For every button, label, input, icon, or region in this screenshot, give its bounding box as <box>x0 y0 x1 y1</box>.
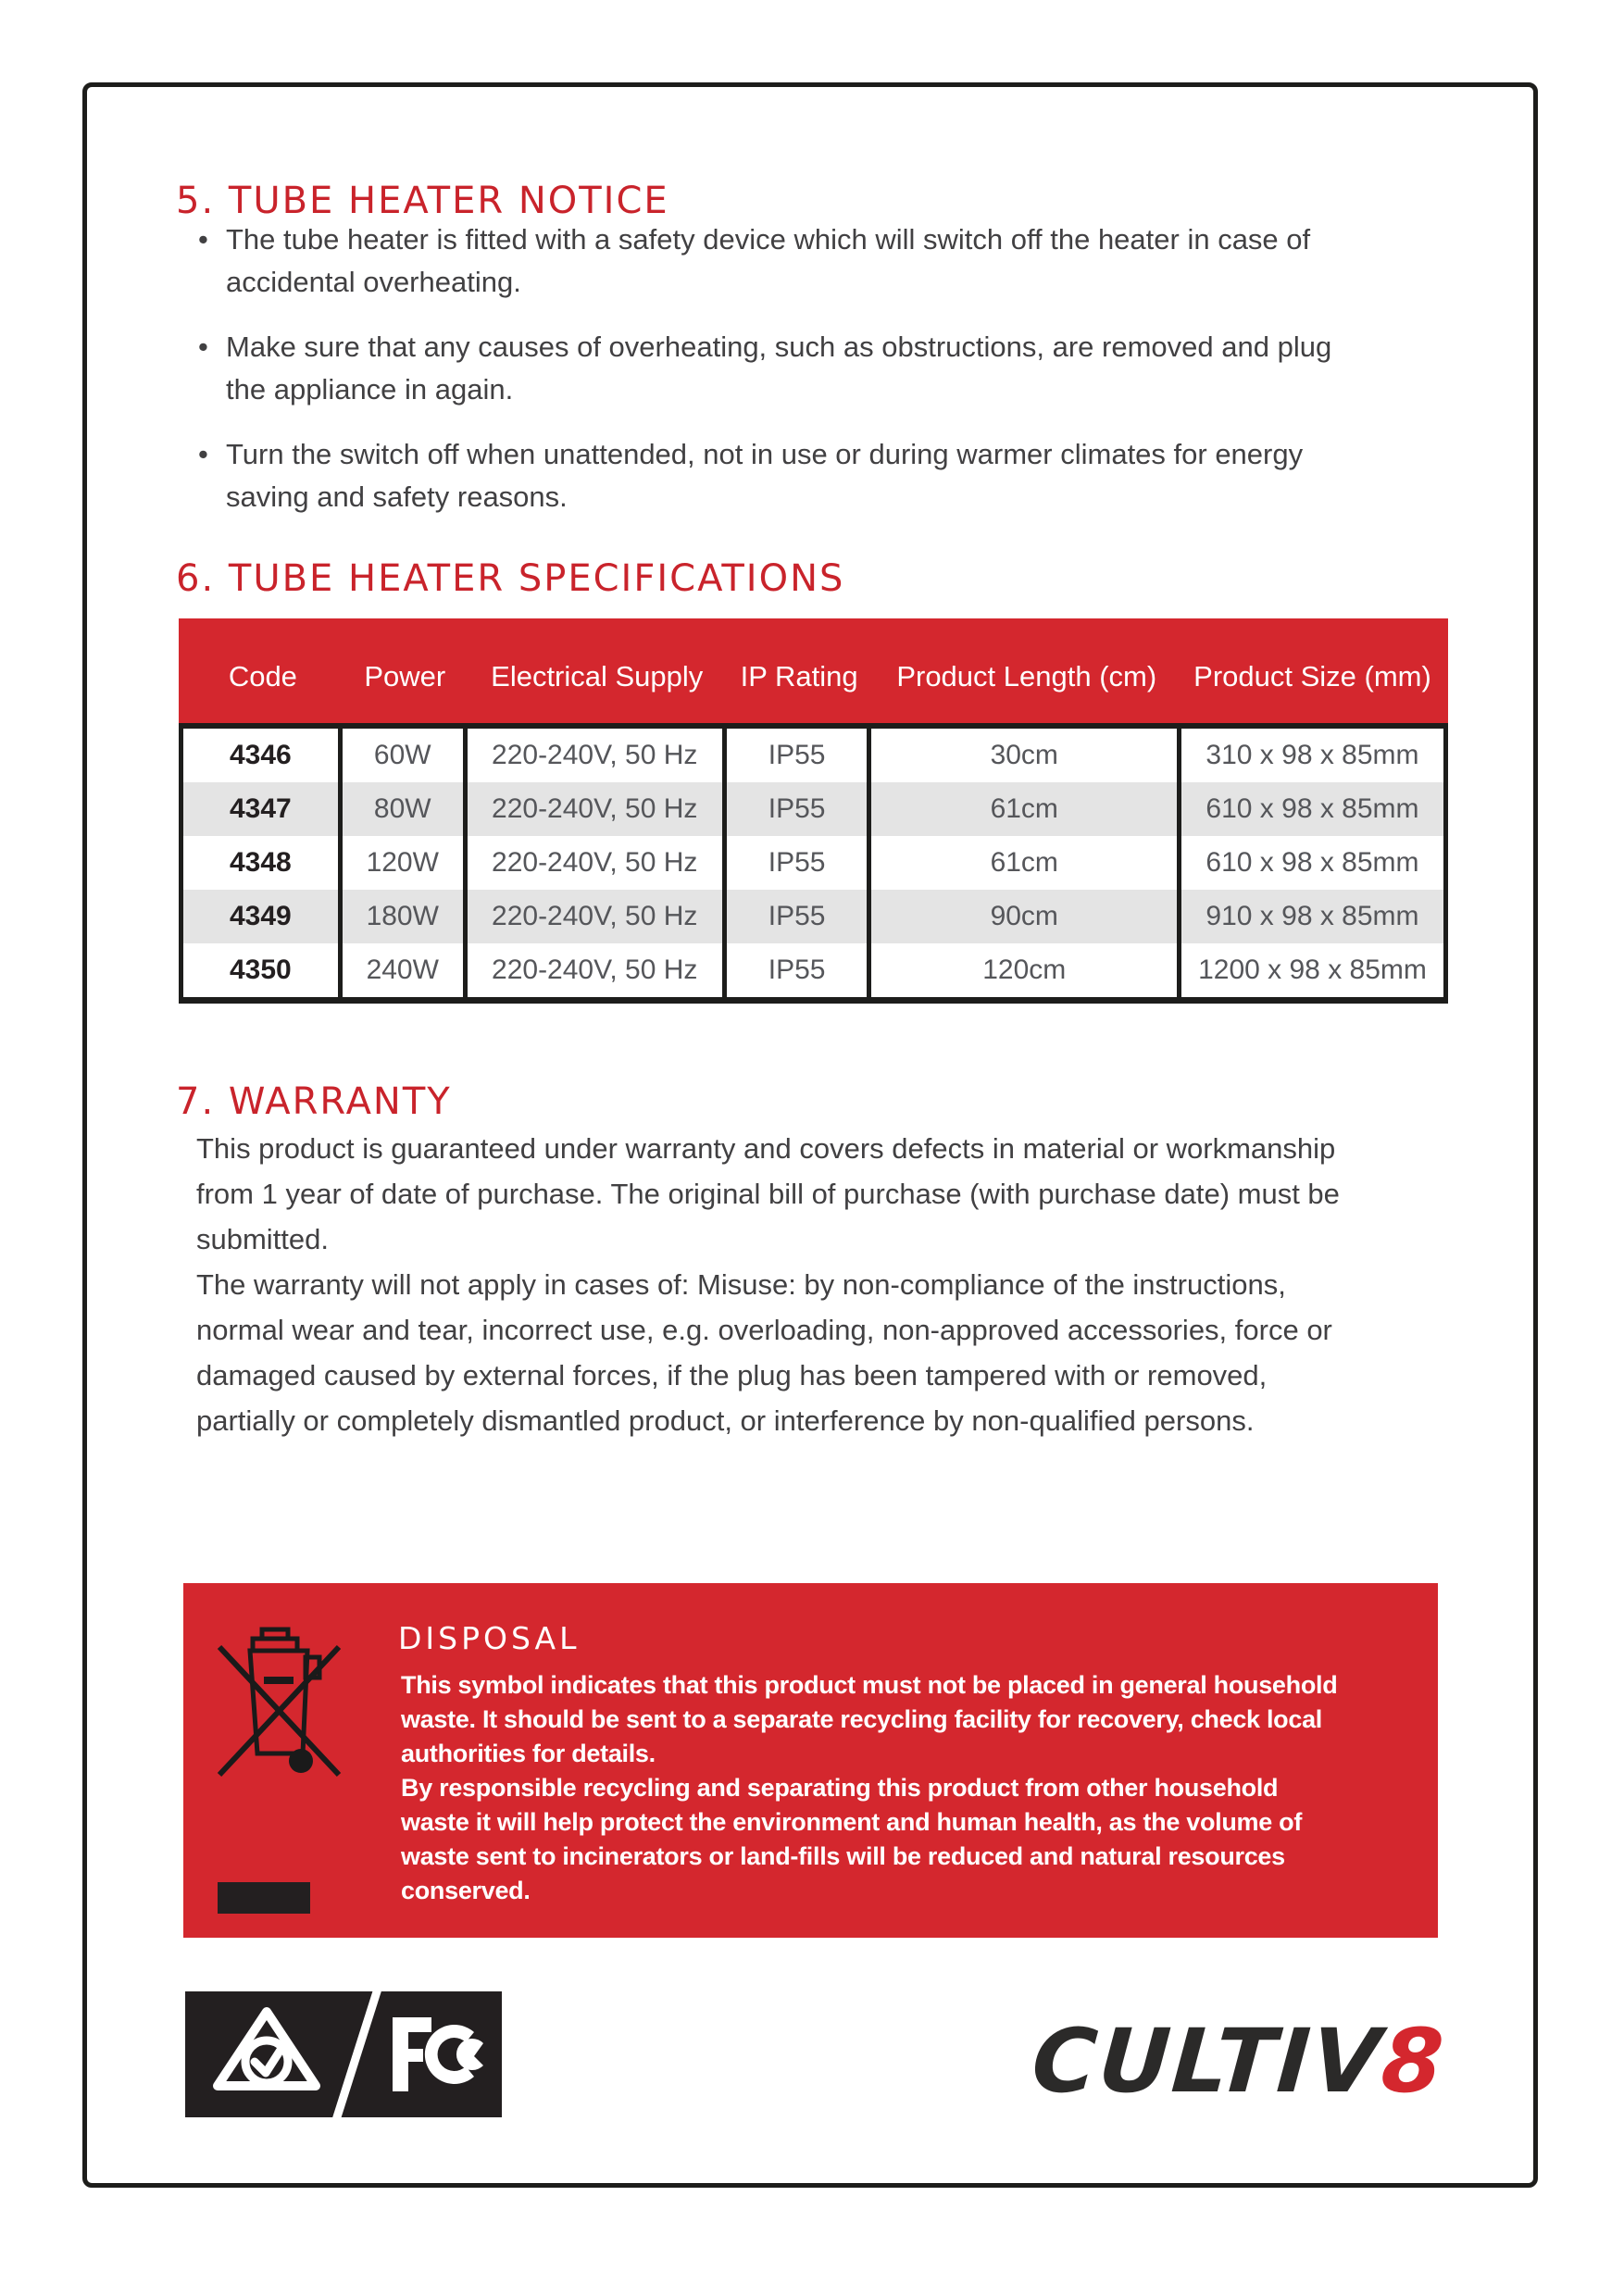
text-line: Turn the switch off when unattended, not in use or during warmer climates for energy <box>226 438 1304 470</box>
section-7-heading: 7. WARRANTY <box>176 1080 452 1123</box>
disposal-line: waste sent to incinerators or land-fills will be reduced and natural resources <box>401 1842 1285 1870</box>
text-line: saving and safety reasons. <box>226 480 568 513</box>
table-cell: 910 x 98 x 85mm <box>1206 901 1419 931</box>
table-cell: IP55 <box>727 782 872 836</box>
bullet-icon: • <box>198 438 208 470</box>
table-cell: 120W <box>343 836 468 890</box>
table-cell: 60W <box>343 729 468 782</box>
table-cell: 4349 <box>183 890 343 943</box>
fcc-icon <box>393 2017 483 2091</box>
rcm-icon <box>218 2012 316 2086</box>
table-header-cell: Power <box>364 659 446 693</box>
disposal-text <box>401 1668 1429 1908</box>
table-cell: 61cm <box>871 782 1181 836</box>
text-line: Make sure that any causes of overheating, such as obstructions, are removed and plug <box>226 331 1332 363</box>
table-cell: 4348 <box>183 836 343 890</box>
warranty-line: This product is guaranteed under warranty and covers defects in material or workmanship <box>196 1132 1336 1165</box>
table-cell: 220-240V, 50 Hz <box>468 782 727 836</box>
table-row <box>183 836 1443 890</box>
table-cell: 220-240V, 50 Hz <box>468 836 727 890</box>
bullet-text <box>226 433 1303 518</box>
spec-table-header <box>179 618 1448 723</box>
table-cell: 120cm <box>871 943 1181 997</box>
section-5-heading: 5. TUBE HEATER NOTICE <box>176 180 669 222</box>
cert-logos-box <box>185 1991 502 2117</box>
disposal-black-bar <box>218 1882 310 1914</box>
brand-text-8: 8 <box>1378 2011 1448 2113</box>
disposal-line: conserved. <box>401 1877 531 1904</box>
notice-bullet-list <box>198 218 1443 541</box>
disposal-line: This symbol indicates that this product must not be placed in general household <box>401 1671 1338 1699</box>
bullet-icon: • <box>198 223 208 256</box>
warranty-line: from 1 year of date of purchase. The original bill of purchase (with purchase date) must be <box>196 1178 1340 1210</box>
table-cell: 220-240V, 50 Hz <box>468 890 727 943</box>
text-line: the appliance in again. <box>226 373 514 406</box>
text-line: accidental overheating. <box>226 266 521 298</box>
table-header-cell: Electrical Supply <box>491 659 704 693</box>
warranty-line: damaged caused by external forces, if the plug has been tampered with or removed, <box>196 1359 1268 1391</box>
section-6-heading: 6. TUBE HEATER SPECIFICATIONS <box>176 557 845 600</box>
disposal-line: waste it will help protect the environment and human health, as the volume of <box>401 1808 1303 1836</box>
table-row <box>183 729 1443 782</box>
disposal-heading: DISPOSAL <box>398 1620 581 1656</box>
disposal-line: By responsible recycling and separating this product from other household <box>401 1774 1279 1802</box>
table-row <box>183 943 1443 997</box>
slash-divider <box>335 1991 379 2117</box>
disposal-box <box>183 1583 1438 1938</box>
brand-logo-cultiv8 <box>1028 2011 1448 2113</box>
table-row <box>183 890 1443 943</box>
table-cell: 220-240V, 50 Hz <box>468 943 727 997</box>
table-row <box>183 782 1443 836</box>
table-cell: 610 x 98 x 85mm <box>1206 793 1419 824</box>
table-cell: 4350 <box>183 943 343 997</box>
table-cell: 4347 <box>183 782 343 836</box>
table-cell: 61cm <box>871 836 1181 890</box>
cert-logos <box>185 1991 502 2117</box>
disposal-line: waste. It should be sent to a separate recycling facility for recovery, check local <box>401 1705 1322 1733</box>
weee-crossed-bin-icon <box>216 1622 345 1784</box>
warranty-line: The warranty will not apply in cases of: Misuse: by non-compliance of the instructions, <box>196 1268 1286 1301</box>
brand-text-dark: CULTIV <box>1028 2011 1385 2113</box>
bullet-item <box>198 218 1443 304</box>
warranty-line: partially or completely dismantled product, or interference by non-qualified persons. <box>196 1404 1255 1437</box>
table-header-cell: Code <box>228 659 297 693</box>
spec-table <box>179 618 1448 1004</box>
warranty-line: submitted. <box>196 1223 330 1255</box>
table-cell: 220-240V, 50 Hz <box>468 729 727 782</box>
table-header-cell: Product Size (mm) <box>1193 659 1431 693</box>
table-cell: 4346 <box>183 729 343 782</box>
text-line: The tube heater is fitted with a safety device which will switch off the heater in case of <box>226 223 1311 256</box>
table-cell: 80W <box>343 782 468 836</box>
bullet-text <box>226 326 1331 411</box>
table-cell: 240W <box>343 943 468 997</box>
table-header-cell: Product Length (cm) <box>896 659 1157 693</box>
warranty-paragraph <box>196 1126 1442 1443</box>
table-cell: 90cm <box>871 890 1181 943</box>
table-cell: 1200 x 98 x 85mm <box>1198 955 1427 985</box>
disposal-line: authorities for details. <box>401 1740 656 1767</box>
bullet-icon: • <box>198 331 208 363</box>
warranty-line: normal wear and tear, incorrect use, e.g. overloading, non-approved accessories, force or <box>196 1314 1332 1346</box>
bullet-item <box>198 433 1443 518</box>
table-cell: 30cm <box>871 729 1181 782</box>
table-cell: 610 x 98 x 85mm <box>1206 847 1419 878</box>
spec-table-body <box>179 723 1448 1004</box>
table-cell: IP55 <box>727 729 872 782</box>
bullet-item <box>198 326 1443 411</box>
table-cell: IP55 <box>727 943 872 997</box>
bullet-text <box>226 218 1310 304</box>
table-header-cell: IP Rating <box>740 659 858 693</box>
table-cell: IP55 <box>727 890 872 943</box>
table-cell: IP55 <box>727 836 872 890</box>
table-cell: 180W <box>343 890 468 943</box>
table-cell: 310 x 98 x 85mm <box>1206 740 1419 770</box>
